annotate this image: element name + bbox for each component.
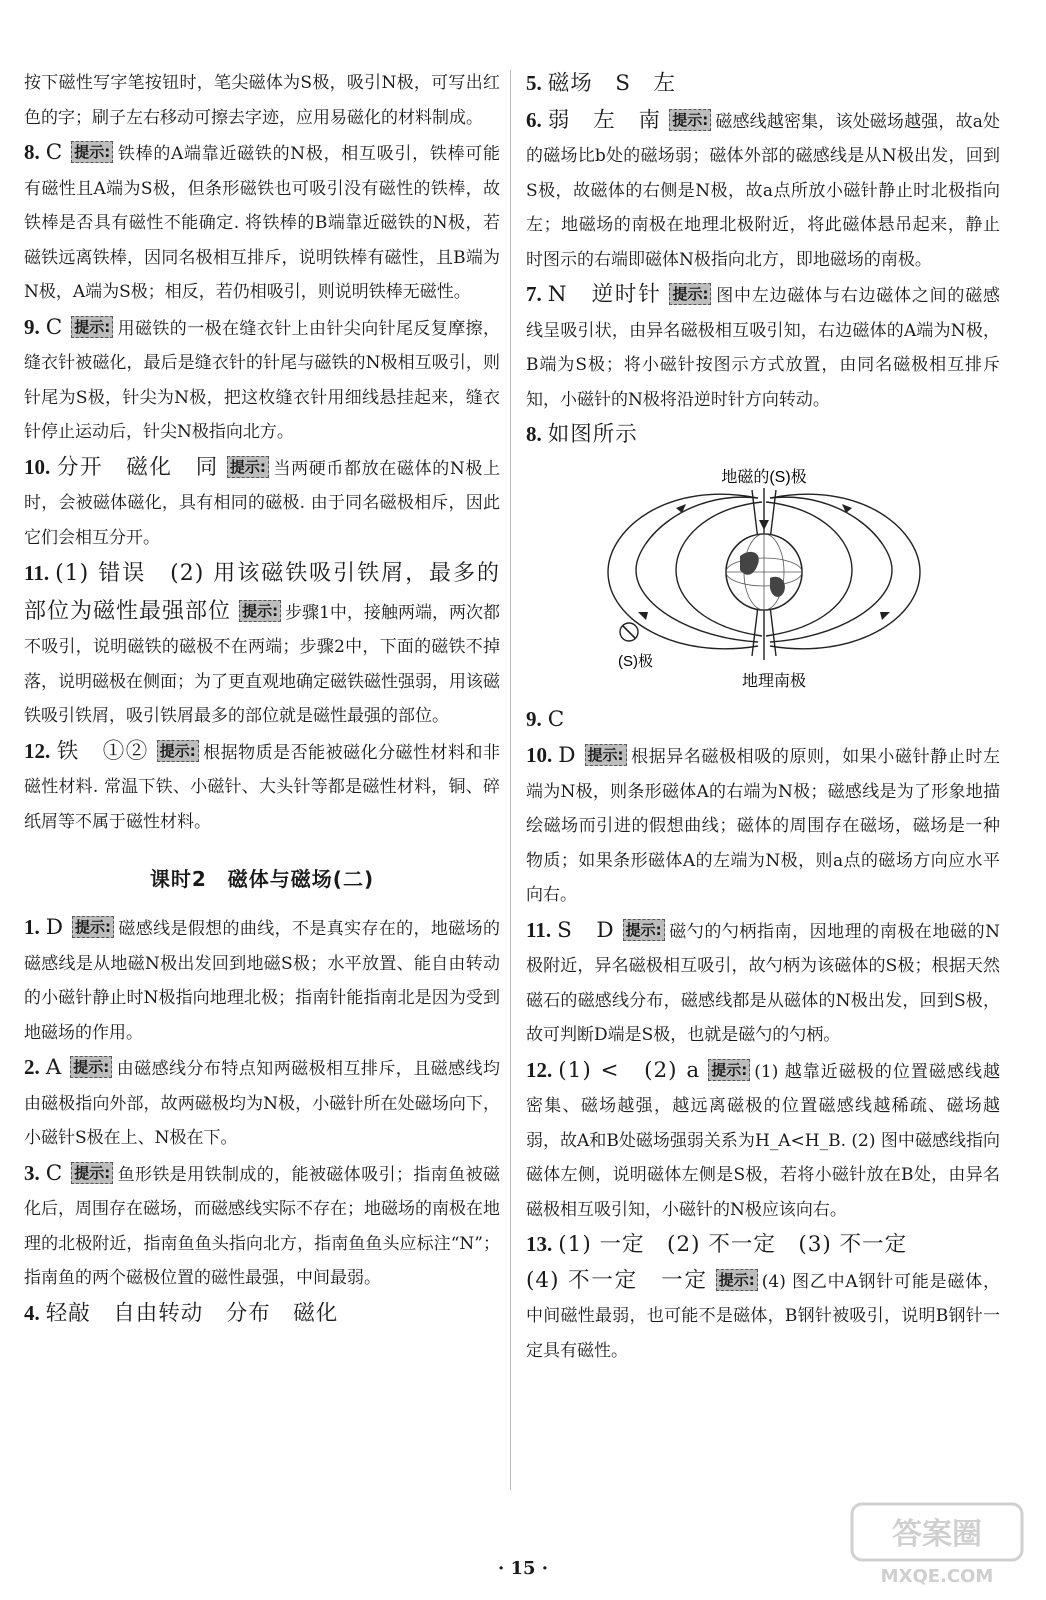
hint-label: 提示: <box>239 600 281 622</box>
lesson-answer-1 <box>24 910 500 1050</box>
hint-text: 根据物质是否能被磁化分磁性材料和非磁性材料. 常温下铁、小磁针、大头针等都是磁性材料，铜、碎纸屑等不属于磁性材料。 <box>24 742 500 832</box>
question-number: 12. <box>526 1057 553 1082</box>
question-number: 9. <box>24 314 40 339</box>
question-number: 11. <box>24 561 50 585</box>
earth-magnetic-field-figure <box>526 460 1000 692</box>
hint-label: 提示: <box>71 316 113 338</box>
answer-8 <box>24 135 500 310</box>
question-number: 11. <box>526 917 552 942</box>
answer-text: C <box>45 1160 64 1186</box>
question-number: 4. <box>24 1300 40 1325</box>
answer-text: 分开 磁化 同 <box>56 454 219 480</box>
hint-label: 提示: <box>71 141 113 163</box>
answer-7 <box>526 277 1000 417</box>
answer-text: 铁 ①② <box>56 738 149 764</box>
answer-10 <box>24 450 500 556</box>
question-number: 7. <box>526 282 542 306</box>
question-number: 5. <box>526 71 542 95</box>
question-number: 8. <box>24 140 40 164</box>
hint-text: 铁棒的A端靠近磁铁的N极，相互吸引，铁棒可能有磁性且A端为S极，但条形磁铁也可吸引没有磁性的铁棒，故铁棒是否具有磁性不能确定. 将铁棒的B端靠近磁铁的N极，若磁铁远离铁棒，因同名极相互排斥，说明铁棒有磁性，且B端为N极，A端为S极；相反，若仍相吸引，则说明铁棒无磁性。 <box>24 144 500 302</box>
hint-text: 鱼形铁是用铁制成的，能被磁体吸引；指南鱼被磁化后，周围存在磁场，而磁感线实际不存在；地磁场的南极在地理的北极附近，指南鱼鱼头指向北方，指南鱼鱼头应标注“N”；指南鱼的两个磁极位置的磁性最强，中间最弱。 <box>24 1164 500 1288</box>
hint-text: 磁感线是假想的曲线，不是真实存在的，地磁场的磁感线是从地磁N极出发回到地磁S极；水平放置、能自由转动的小磁针静止时N极指向地理北极；指南针能指南北是因为受到地磁场的作用。 <box>24 919 500 1043</box>
answer-11 <box>24 555 500 734</box>
answer-9-right <box>526 702 1000 739</box>
watermark-logo <box>848 1500 1028 1590</box>
top-pole-label: 地磁的(S)极 <box>721 468 807 486</box>
answer-13-right <box>526 1227 1000 1368</box>
answer-text: N 逆时针 <box>547 282 662 307</box>
hint-label: 提示: <box>71 1162 113 1184</box>
hint-text: 磁勺的勺柄指南，因地理的南极在地磁的N极附近，异名磁极相互吸引，故勺柄为该磁体的S极；根据天然磁石的磁感线分布，磁感线都是从磁体的N极出发，回到S极，故可判断D端是S极，也就是磁勺的勺柄。 <box>526 921 1001 1045</box>
question-number: 9. <box>526 706 542 731</box>
question-number: 13. <box>526 1232 553 1256</box>
answer-text: C <box>45 140 64 165</box>
needle-pole-label: (S)极 <box>618 652 653 670</box>
answer-12 <box>24 734 500 840</box>
question-number: 10. <box>526 743 553 767</box>
hint-label: 提示: <box>708 1059 750 1081</box>
lesson-answer-3 <box>24 1156 500 1296</box>
question-number: 6. <box>526 107 542 132</box>
question-number: 10. <box>24 454 51 479</box>
answer-text: C <box>45 314 64 340</box>
right-column <box>526 66 1000 1368</box>
question-number: 3. <box>24 1160 40 1185</box>
left-column <box>24 66 500 1332</box>
question-number: 2. <box>24 1055 40 1079</box>
bottom-pole-label: 地理南极 <box>741 672 807 690</box>
answer-text: D <box>45 915 64 940</box>
lesson-answer-2 <box>24 1050 500 1156</box>
hint-text: 由磁感线分布特点知两磁极相互排斥，且磁感线均由磁极指向外部，故两磁极均为N极，小磁针所在处磁场向下，小磁针S极在上、N极在下。 <box>24 1059 500 1148</box>
answer-5 <box>526 66 1000 103</box>
hint-label: 提示: <box>669 109 711 131</box>
answer-text: D <box>558 743 577 768</box>
hint-text: 步骤1中，接触两端，两次都不吸引，说明磁铁的磁极不在两端；步骤2中，下面的磁铁不掉落，说明磁极在侧面；为了更直观地确定磁铁磁性强弱，用该磁铁吸引铁屑，吸引铁屑最多的部位就是磁性最强的部位。 <box>24 602 500 726</box>
hint-label: 提示: <box>623 919 665 941</box>
answer-text: S D <box>557 917 615 943</box>
answer-text: 轻敲 自由转动 分布 磁化 <box>45 1300 339 1326</box>
svg-text:答案圈: 答案圈 <box>892 1517 982 1552</box>
hint-text: 根据异名磁极相吸的原则，如果小磁针静止时左端为N极，则条形磁体A的右端为N极；磁感线是为了形象地描绘磁场而引进的假想曲线；磁体的周围存在磁场，磁场是一种物质；如果条形磁体A的左端为N极，则a点的磁场方向应水平向右。 <box>526 747 1000 905</box>
answer-text: (1) < (2) a <box>558 1057 701 1083</box>
answer-10-right <box>526 738 1000 913</box>
hint-label: 提示: <box>585 744 627 766</box>
question-number: 1. <box>24 915 40 939</box>
hint-text: 用磁铁的一极在缝衣针上由针尖向针尾反复摩擦，缝衣针被磁化，最后是缝衣针的针尾与磁铁的N极相互吸引，则针尾为S极，针尖为N极，把这枚缝衣针用细线悬挂起来，缝衣针停止运动后，针尖N极指向北方。 <box>24 318 500 442</box>
answer-text: C <box>547 706 566 732</box>
answer-11-right <box>526 913 1000 1053</box>
hint-text: 图中左边磁体与右边磁体之间的磁感线呈吸引状，由异名磁极相互吸引知，右边磁体的A端为N极，B端为S极；将小磁针按图示方式放置，由同名磁极相互排斥知，小磁针的N极将沿逆时针方向转动。 <box>526 286 1000 410</box>
question-number: 12. <box>24 738 51 763</box>
page-number: · 15 · <box>497 1558 549 1579</box>
hint-label: 提示: <box>669 283 711 305</box>
hint-text: (1) 越靠近磁极的位置磁感线越密集、磁场越强，越远离磁极的位置磁感线越稀疏、磁场越弱，故A和B处磁场强弱关系为H_A<H_B. (2) 图中磁感线指向磁体左侧，说明磁体左侧是S极，若将小磁针放在B处，由异名磁极相互吸引知，小磁针的N极应该向右。 <box>526 1061 1000 1220</box>
answer-text: 如图所示 <box>547 422 638 447</box>
answer-6 <box>526 103 1000 278</box>
hint-text: (4) 图乙中A钢针可能是磁体，中间磁性最弱，也可能不是磁体，B钢针被吸引，说明B钢针一定具有磁性。 <box>526 1271 1000 1361</box>
hint-label: 提示: <box>227 456 269 478</box>
hint-label: 提示: <box>716 1269 758 1291</box>
answer-text: 磁场 S 左 <box>547 71 676 96</box>
answer-12-right <box>526 1053 1000 1228</box>
column-divider <box>510 70 511 1490</box>
paragraph-continued: 按下磁性写字笔按钮时，笔尖磁体为S极，吸引N极，可写出红色的字；刷子左右移动可擦去字迹，应用易磁化的材料制成。 <box>24 73 500 128</box>
hint-text: 当两硬币都放在磁体的N极上时，会被磁体磁化，具有相同的磁极. 由于同名磁极相斥，因此它们会相互分开。 <box>24 458 500 548</box>
lesson-answer-4 <box>24 1296 500 1333</box>
answer-text-continued: (4) 不一定 一定 <box>526 1267 708 1293</box>
answer-text: (1) 一定 (2) 不一定 (3) 不一定 <box>558 1232 908 1257</box>
answer-text: 弱 左 南 <box>547 107 662 133</box>
answer-text: (1) 错误 (2) 用该磁铁吸引铁屑，最多的部位为磁性最强部位 <box>24 561 500 624</box>
answer-text: A <box>45 1055 63 1080</box>
answer-8-right <box>526 417 1000 454</box>
magnetic-field-diagram <box>526 460 1000 692</box>
question-number: 8. <box>526 422 542 446</box>
hint-text: 磁感线越密集，该处磁场越强，故a处的磁场比b处的磁场弱；磁体外部的磁感线是从N极出发，回到S极，故磁体的右侧是N极，故a点所放小磁针静止时北极指向左；地磁场的南极在地理北极附近，将此磁体悬吊起来，静止时图示的右端即磁体N极指向北方，即地磁场的南极。 <box>526 111 1000 270</box>
lesson-heading: 课时2 磁体与磁场(二) <box>149 867 375 891</box>
hint-label: 提示: <box>70 1056 112 1078</box>
hint-label: 提示: <box>157 740 199 762</box>
svg-text:MXQE.COM: MXQE.COM <box>880 1566 994 1587</box>
answer-9 <box>24 310 500 450</box>
hint-label: 提示: <box>72 916 114 938</box>
